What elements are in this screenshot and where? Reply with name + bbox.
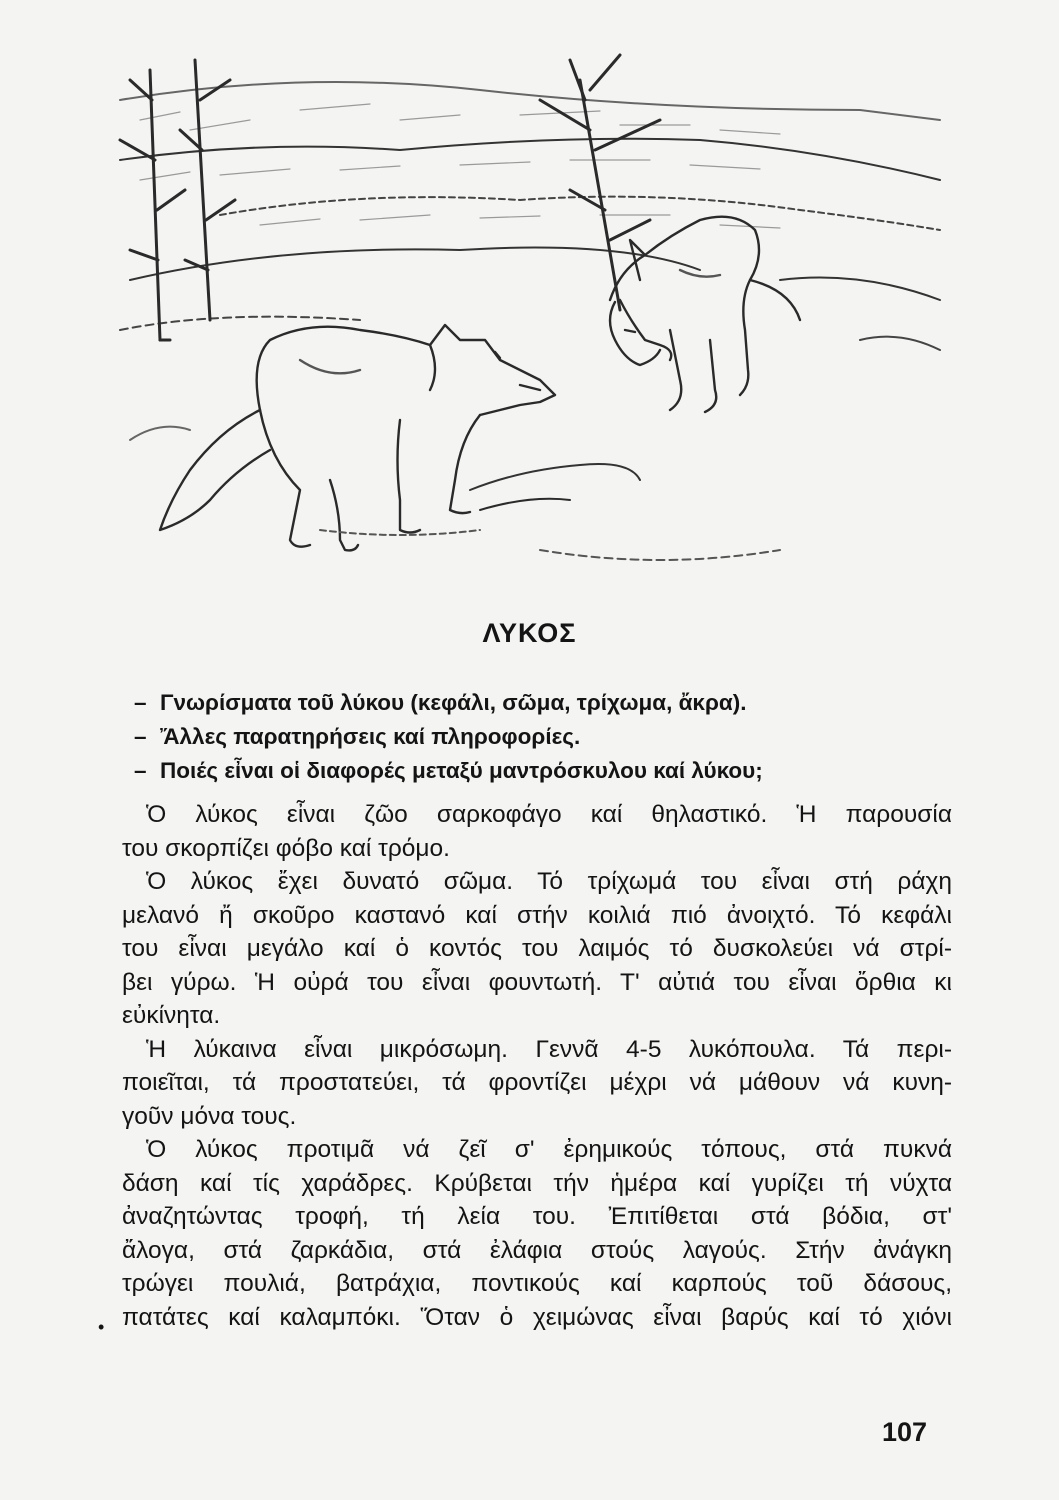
- text-line: ποιεῖται, τά προστατεύει, τά φροντίζει μέχρι νά μάθουν νά κυνη-: [122, 1069, 952, 1096]
- dash: –: [134, 724, 147, 749]
- wolf-back: [610, 217, 800, 412]
- question-item: [134, 754, 964, 788]
- dash: –: [134, 758, 147, 783]
- question-text: Ποιές εἶναι οἱ διαφορές μεταξύ μαντρόσκυλου καί λύκου;: [160, 758, 763, 783]
- text-line: δάση καί τίς χαράδρες. Κρύβεται τήν ἡμέρα καί γυρίζει τή νύχτα: [122, 1169, 952, 1197]
- question-text: Ἄλλες παρατηρήσεις καί πληροφορίες.: [160, 724, 581, 749]
- question-item: [134, 686, 964, 720]
- text-line: Ὁ λύκος εἶναι ζῶο σαρκοφάγο καί θηλαστικό. Ἡ παρουσία: [146, 801, 952, 828]
- page-number: 107: [882, 1417, 928, 1447]
- wolves-illustration: [100, 40, 960, 600]
- text-line: πατάτες καί καλαμπόκι. Ὅταν ὁ χειμώνας εἶναι βαρύς καί τό χιόνι: [122, 1303, 952, 1331]
- text-line: εὐκίνητα.: [122, 1002, 221, 1029]
- text-line: Ἡ λύκαινα εἶναι μικρόσωμη. Γεννᾶ 4-5 λυκόπουλα. Τά περι-: [146, 1035, 952, 1063]
- text-line: μελανό ἤ σκοῦρο καστανό καί στήν κοιλιά πιό ἀνοιχτό. Τό κεφάλι: [122, 901, 952, 929]
- dash: –: [134, 690, 147, 715]
- text-line: ἀναζητώντας τροφή, τή λεία του. Ἐπιτίθεται στά βόδια, στ': [122, 1203, 952, 1230]
- text-line: του σκορπίζει φόβο καί τρόμο.: [122, 834, 450, 862]
- snow-ground: [130, 427, 780, 560]
- question-list: [134, 686, 964, 788]
- bare-tree-left: [120, 60, 235, 340]
- wolf-front: [160, 325, 555, 550]
- text-line: του εἶναι μεγάλο καί ὁ κοντός του λαιμός τό δυσκολεύει νά στρί-: [122, 935, 952, 962]
- margin-bullet: •: [98, 1317, 105, 1337]
- text-line: γοῦν μόνα τους.: [122, 1102, 297, 1130]
- question-text: Γνωρίσματα τοῦ λύκου (κεφάλι, σῶμα, τρίχωμα, ἄκρα).: [160, 690, 747, 715]
- text-line: βει γύρω. Ἡ οὐρά του εἶναι φουντωτή. Τ' αὐτιά του εἶναι ὄρθια κι: [122, 968, 952, 996]
- hill-shading: [140, 104, 780, 228]
- text-line: τρώγει πουλιά, βατράχια, ποντικούς καί καρπούς τοῦ δάσους,: [122, 1270, 952, 1297]
- bare-tree-right: [540, 55, 660, 310]
- question-item: [134, 720, 964, 754]
- text-line: Ὁ λύκος προτιμᾶ νά ζεῖ σ' ἐρημικούς τόπους, στά πυκνά: [146, 1136, 952, 1163]
- body-text: [122, 798, 952, 1334]
- page-title: ΛΥΚΟΣ: [482, 618, 577, 648]
- text-line: ἄλογα, στά ζαρκάδια, στά ἐλάφια στούς λαγούς. Στήν ἀνάγκη: [122, 1236, 952, 1264]
- text-line: Ὁ λύκος ἔχει δυνατό σῶμα. Τό τρίχωμά του εἶναι στή ράχη: [146, 868, 952, 895]
